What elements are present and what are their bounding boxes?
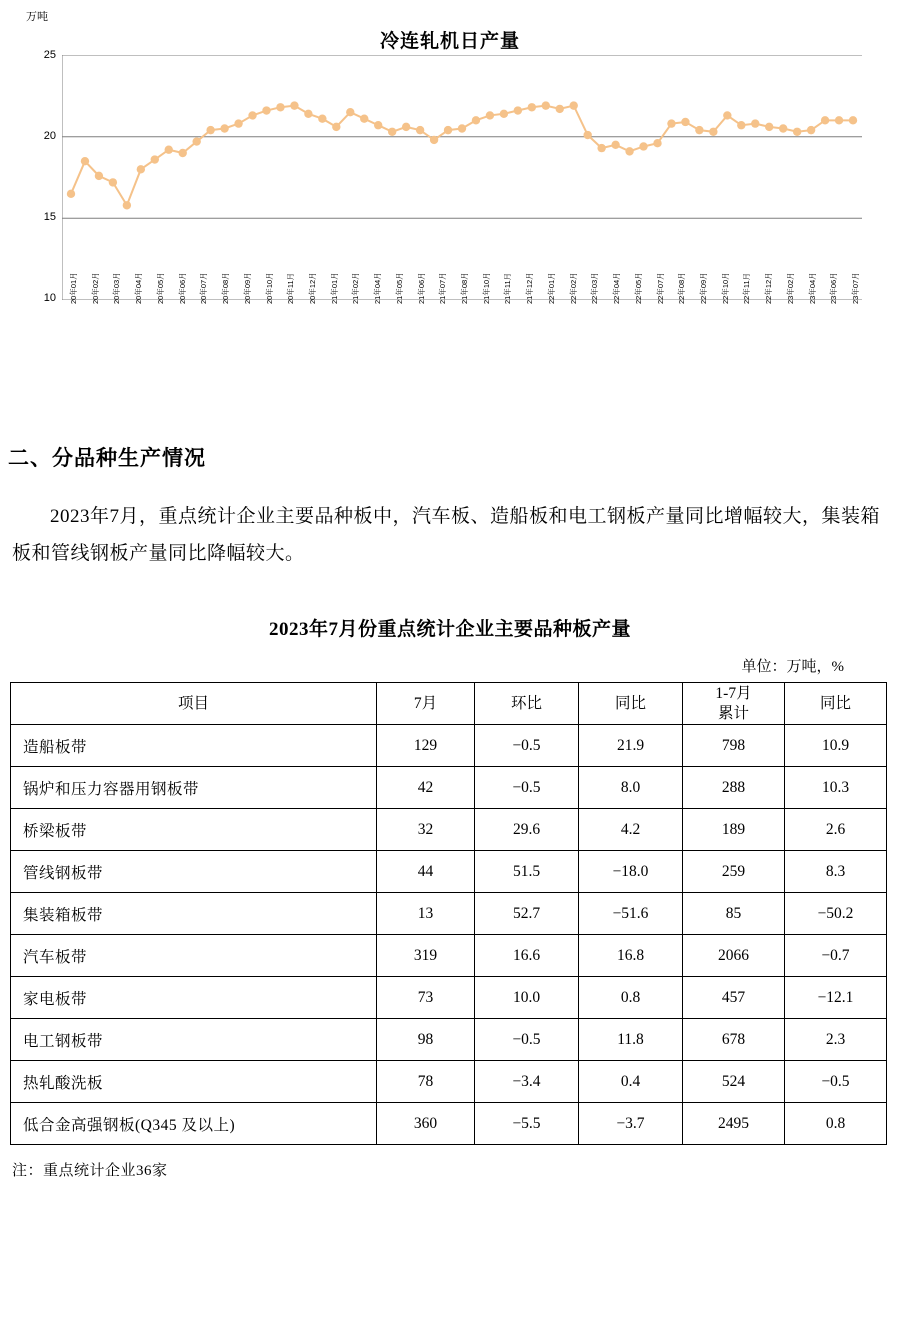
cell-cumulative-yoy: 0.8: [785, 1103, 887, 1145]
cell-july: 319: [377, 935, 475, 977]
x-axis-label: 22年02月: [568, 272, 578, 304]
data-point: [500, 110, 508, 118]
cell-cumulative: 288: [683, 767, 785, 809]
y-axis-tick-15: 15: [43, 211, 56, 223]
cell-yoy: 8.0: [579, 767, 683, 809]
cell-cumulative: 2495: [683, 1103, 785, 1145]
cell-cumulative: 678: [683, 1019, 785, 1061]
data-point: [290, 101, 298, 109]
cell-item-name: 热轧酸洗板: [11, 1061, 377, 1103]
table-row: [11, 977, 887, 1019]
data-point: [807, 126, 815, 134]
table-header: [11, 683, 887, 725]
x-axis-label: 21年06月: [416, 272, 426, 304]
y-axis-tick-25: 25: [43, 49, 56, 61]
cell-yoy: 0.8: [579, 977, 683, 1019]
data-point: [653, 139, 661, 147]
cell-july: 32: [377, 809, 475, 851]
table-note: 注：重点统计企业36家: [12, 1163, 168, 1180]
data-point: [821, 116, 829, 124]
data-point: [709, 128, 717, 136]
x-axis-label: 22年04月: [612, 272, 622, 304]
data-point: [151, 155, 159, 163]
cell-cumulative-yoy: 8.3: [785, 851, 887, 893]
cell-yoy: −18.0: [579, 851, 683, 893]
data-point: [262, 106, 270, 114]
cell-item-name: 造船板带: [11, 725, 377, 767]
data-point: [639, 142, 647, 150]
x-axis-labels: [62, 272, 862, 352]
cell-item-name: 家电板带: [11, 977, 377, 1019]
chart-container: [0, 0, 900, 360]
cell-july: 13: [377, 893, 475, 935]
data-point: [779, 124, 787, 132]
data-point: [597, 144, 605, 152]
cell-mom: 10.0: [475, 977, 579, 1019]
data-point: [374, 121, 382, 129]
data-point: [234, 119, 242, 127]
cell-cumulative-yoy: −12.1: [785, 977, 887, 1019]
data-point: [583, 131, 591, 139]
x-axis-label: 20年08月: [221, 272, 231, 304]
cell-item-name: 集装箱板带: [11, 893, 377, 935]
cell-july: 73: [377, 977, 475, 1019]
cell-cumulative-yoy: 2.6: [785, 809, 887, 851]
table-row: [11, 935, 887, 977]
column-header-yoy: 同比: [579, 683, 683, 725]
cell-july: 129: [377, 725, 475, 767]
cell-cumulative: 524: [683, 1061, 785, 1103]
data-point: [765, 123, 773, 131]
x-axis-label: 23年06月: [829, 272, 839, 304]
cell-july: 360: [377, 1103, 475, 1145]
cell-cumulative: 457: [683, 977, 785, 1019]
column-header-cumulative-line2: 累计: [717, 704, 749, 722]
data-point: [248, 111, 256, 119]
data-point: [109, 178, 117, 186]
cell-july: 42: [377, 767, 475, 809]
table-row: [11, 893, 887, 935]
x-axis-label: 21年05月: [394, 272, 404, 304]
data-point: [835, 116, 843, 124]
data-point: [681, 118, 689, 126]
cell-yoy: −51.6: [579, 893, 683, 935]
data-point: [458, 124, 466, 132]
data-point: [95, 172, 103, 180]
data-point: [556, 105, 564, 113]
table-body: [11, 725, 887, 1145]
cell-item-name: 锅炉和压力容器用钢板带: [11, 767, 377, 809]
x-axis-label: 21年10月: [481, 272, 491, 304]
y-axis-tick-10: 10: [43, 292, 56, 304]
x-axis-label: 20年01月: [69, 272, 78, 304]
cell-july: 98: [377, 1019, 475, 1061]
data-series-layer: [67, 101, 857, 209]
x-axis-label: 22年11月: [742, 272, 752, 304]
cell-yoy: 11.8: [579, 1019, 683, 1061]
x-axis-label: 20年09月: [242, 272, 252, 304]
data-point: [416, 126, 424, 134]
x-axis-label: 20年10月: [264, 272, 274, 304]
chart-plot-area: [62, 55, 862, 300]
cell-mom: −0.5: [475, 725, 579, 767]
cell-item-name: 管线钢板带: [11, 851, 377, 893]
data-point: [472, 116, 480, 124]
x-axis-label: 21年01月: [329, 272, 339, 304]
x-axis-label: 20年02月: [90, 272, 100, 304]
data-point: [192, 137, 200, 145]
data-point: [737, 121, 745, 129]
cell-yoy: −3.7: [579, 1103, 683, 1145]
chart-unit-label: 万吨: [26, 11, 48, 23]
data-point: [206, 126, 214, 134]
data-point: [849, 116, 857, 124]
table-row: [11, 1061, 887, 1103]
table-header-row: [11, 683, 887, 725]
cell-cumulative: 798: [683, 725, 785, 767]
data-point: [751, 119, 759, 127]
x-axis-label: 22年12月: [764, 272, 774, 304]
cell-yoy: 4.2: [579, 809, 683, 851]
x-axis-label: 21年02月: [351, 272, 361, 304]
data-point: [318, 115, 326, 123]
x-axis-label: 22年01月: [546, 272, 556, 304]
table-title: 2023年7月份重点统计企业主要品种板产量: [268, 619, 631, 641]
cell-item-name: 桥梁板带: [11, 809, 377, 851]
data-point: [723, 111, 731, 119]
x-axis-label: 21年07月: [438, 272, 448, 304]
x-axis-label: 20年03月: [112, 272, 122, 304]
cell-cumulative-yoy: −50.2: [785, 893, 887, 935]
column-header-cumulative-line1: 1-7月: [715, 685, 752, 703]
cell-item-name: 汽车板带: [11, 935, 377, 977]
data-point: [123, 201, 131, 209]
data-point: [220, 124, 228, 132]
chart-title: 冷连轧机日产量: [379, 31, 520, 52]
x-axis-label: 22年03月: [590, 272, 600, 304]
table-row: [11, 851, 887, 893]
data-point: [304, 110, 312, 118]
table-row: [11, 809, 887, 851]
table-row: [11, 1019, 887, 1061]
column-header-july: 7月: [377, 683, 475, 725]
cell-cumulative: 2066: [683, 935, 785, 977]
data-point: [430, 136, 438, 144]
x-axis-label: 20年07月: [199, 272, 209, 304]
x-axis-label: 22年09月: [698, 272, 708, 304]
table-row: [11, 725, 887, 767]
data-point: [402, 123, 410, 131]
data-point: [625, 147, 633, 155]
series-line: [71, 106, 853, 206]
data-point: [137, 165, 145, 173]
gridlines: [62, 55, 862, 300]
x-axis-label: 22年08月: [677, 272, 687, 304]
cell-yoy: 21.9: [579, 725, 683, 767]
data-point: [276, 103, 284, 111]
column-header-cumulative-yoy: 同比: [785, 683, 887, 725]
table-row: [11, 1103, 887, 1145]
x-axis-label: 20年06月: [177, 272, 187, 304]
data-point: [360, 115, 368, 123]
data-point: [346, 108, 354, 116]
cell-mom: 51.5: [475, 851, 579, 893]
cell-mom: 52.7: [475, 893, 579, 935]
data-point: [179, 149, 187, 157]
x-axis-label: 20年11月: [286, 272, 296, 304]
cell-cumulative: 85: [683, 893, 785, 935]
data-point: [332, 123, 340, 131]
cell-cumulative: 189: [683, 809, 785, 851]
table-row: [11, 767, 887, 809]
data-point: [542, 101, 550, 109]
data-point: [165, 146, 173, 154]
cell-mom: 16.6: [475, 935, 579, 977]
cell-yoy: 16.8: [579, 935, 683, 977]
cell-mom: −0.5: [475, 767, 579, 809]
x-axis-label: 23年07月: [851, 272, 860, 304]
cell-item-name: 低合金高强钢板(Q345 及以上): [11, 1103, 377, 1145]
data-point: [570, 101, 578, 109]
section-heading: 二、分品种生产情况: [8, 446, 206, 470]
data-point: [67, 190, 75, 198]
data-point: [667, 119, 675, 127]
cell-mom: −0.5: [475, 1019, 579, 1061]
cell-cumulative-yoy: −0.7: [785, 935, 887, 977]
x-axis-label: 22年07月: [655, 272, 665, 304]
x-axis-label: 20年12月: [307, 272, 317, 304]
column-header-cumulative: [683, 683, 785, 725]
x-axis-label: 21年12月: [525, 272, 535, 304]
data-point: [514, 106, 522, 114]
cell-july: 78: [377, 1061, 475, 1103]
x-axis-label: 20年04月: [134, 272, 144, 304]
data-point: [486, 111, 494, 119]
production-table: [10, 682, 887, 1145]
x-axis-label: 22年05月: [633, 272, 643, 304]
data-point: [444, 126, 452, 134]
cell-cumulative-yoy: 10.3: [785, 767, 887, 809]
y-axis-tick-20: 20: [43, 130, 56, 142]
cell-yoy: 0.4: [579, 1061, 683, 1103]
cell-cumulative-yoy: 10.9: [785, 725, 887, 767]
data-point: [388, 128, 396, 136]
x-axis-label: 23年02月: [785, 272, 795, 304]
cell-mom: 29.6: [475, 809, 579, 851]
data-point: [611, 141, 619, 149]
table-unit-label: 单位：万吨，%: [741, 659, 844, 676]
data-point: [793, 128, 801, 136]
data-point: [695, 126, 703, 134]
column-header-mom: 环比: [475, 683, 579, 725]
section-paragraph: 2023年7月，重点统计企业主要品种板中，汽车板、造船板和电工钢板产量同比增幅较大，集装箱板和管线钢板产量同比降幅较大。: [12, 506, 881, 565]
column-header-item: 项目: [11, 683, 377, 725]
cell-mom: −5.5: [475, 1103, 579, 1145]
x-axis-label: 20年05月: [155, 272, 165, 304]
x-axis-label: 21年04月: [373, 272, 383, 304]
cell-cumulative: 259: [683, 851, 785, 893]
line-chart-svg: [62, 55, 862, 300]
cell-cumulative-yoy: 2.3: [785, 1019, 887, 1061]
cell-item-name: 电工钢板带: [11, 1019, 377, 1061]
data-point: [528, 103, 536, 111]
x-axis-label: 21年11月: [503, 272, 513, 304]
x-axis-label: 23年04月: [807, 272, 817, 304]
cell-july: 44: [377, 851, 475, 893]
x-axis-label: 21年08月: [460, 272, 469, 304]
cell-cumulative-yoy: −0.5: [785, 1061, 887, 1103]
x-axis-label: 22年10月: [720, 272, 730, 304]
data-point: [81, 157, 89, 165]
cell-mom: −3.4: [475, 1061, 579, 1103]
